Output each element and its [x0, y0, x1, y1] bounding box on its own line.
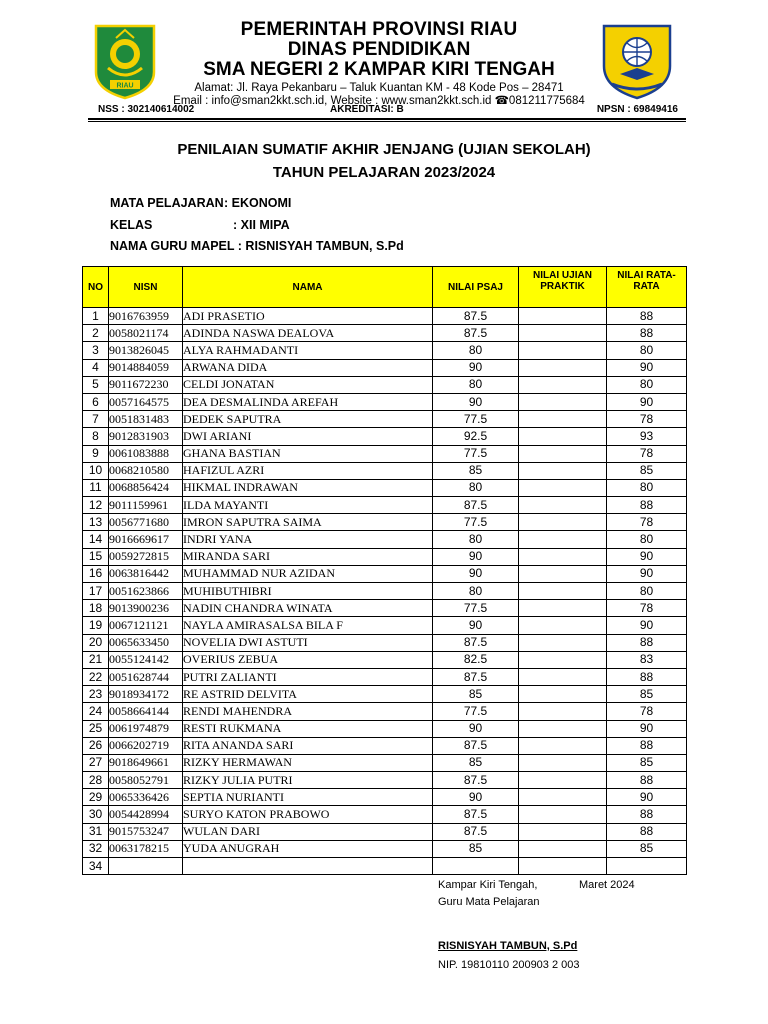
info-subject — [110, 196, 291, 210]
cell-praktik — [519, 428, 607, 445]
cell-no: 5 — [83, 376, 109, 393]
cell-psaj: 87.5 — [433, 308, 519, 325]
letterhead-department: DINAS PENDIDIKAN — [287, 39, 471, 60]
cell-nisn: 0065633450 — [109, 634, 183, 651]
cell-praktik — [519, 840, 607, 857]
cell-rata: 78 — [607, 514, 687, 531]
cell-nama: RITA ANANDA SARI — [183, 737, 433, 754]
table-row — [83, 806, 687, 823]
cell-nisn: 0056771680 — [109, 514, 183, 531]
cell-nama: SEPTIA NURIANTI — [183, 789, 433, 806]
cell-psaj: 87.5 — [433, 668, 519, 685]
table-row — [83, 376, 687, 393]
cell-praktik — [519, 376, 607, 393]
cell-praktik — [519, 600, 607, 617]
cell-nisn: 0067121121 — [109, 617, 183, 634]
cell-psaj: 80 — [433, 342, 519, 359]
cell-praktik — [519, 806, 607, 823]
letterhead-divider — [88, 118, 686, 120]
cell-psaj: 90 — [433, 548, 519, 565]
cell-no: 18 — [83, 600, 109, 617]
cell-psaj: 90 — [433, 617, 519, 634]
class-label: KELAS — [110, 218, 153, 232]
cell-psaj: 92.5 — [433, 428, 519, 445]
cell-praktik — [519, 445, 607, 462]
cell-rata: 80 — [607, 531, 687, 548]
cell-nisn: 9011672230 — [109, 376, 183, 393]
cell-nama: RIZKY HERMAWAN — [183, 754, 433, 771]
cell-rata: 90 — [607, 720, 687, 737]
cell-no: 23 — [83, 686, 109, 703]
cell-rata: 88 — [607, 308, 687, 325]
cell-praktik — [519, 720, 607, 737]
cell-no: 1 — [83, 308, 109, 325]
cell-rata: 88 — [607, 772, 687, 789]
cell-nisn: 9013826045 — [109, 342, 183, 359]
cell-rata: 88 — [607, 497, 687, 514]
cell-nama: RE ASTRID DELVITA — [183, 686, 433, 703]
cell-psaj: 85 — [433, 754, 519, 771]
header-nisn: NISN — [109, 267, 183, 308]
letterhead-province: PEMERINTAH PROVINSI RIAU — [240, 19, 518, 40]
cell-nama: CELDI JONATAN — [183, 376, 433, 393]
cell-psaj: 90 — [433, 565, 519, 582]
cell-no: 17 — [83, 583, 109, 600]
cell-nisn: 0058052791 — [109, 772, 183, 789]
cell-psaj: 85 — [433, 686, 519, 703]
cell-praktik — [519, 497, 607, 514]
cell-praktik — [519, 308, 607, 325]
cell-praktik — [519, 737, 607, 754]
school-logo-icon — [600, 22, 674, 100]
cell-nama: MUHIBUTHIBRI — [183, 583, 433, 600]
cell-no: 9 — [83, 445, 109, 462]
cell-nama: ADINDA NASWA DEALOVA — [183, 325, 433, 342]
cell-nama: ADI PRASETIO — [183, 308, 433, 325]
cell-nama: RESTI RUKMANA — [183, 720, 433, 737]
cell-nama: MUHAMMAD NUR AZIDAN — [183, 565, 433, 582]
cell-rata: 88 — [607, 806, 687, 823]
cell-nisn: 9018649661 — [109, 754, 183, 771]
letterhead-school: SMA NEGERI 2 KAMPAR KIRI TENGAH — [203, 59, 555, 80]
table-row — [83, 720, 687, 737]
cell-nisn: 9012831903 — [109, 428, 183, 445]
cell-nisn: 9014884059 — [109, 359, 183, 376]
cell-no: 25 — [83, 720, 109, 737]
header-psaj: NILAI PSAJ — [433, 267, 519, 308]
cell-rata: 90 — [607, 565, 687, 582]
cell-psaj: 77.5 — [433, 514, 519, 531]
cell-rata: 78 — [607, 411, 687, 428]
cell-rata: 85 — [607, 754, 687, 771]
cell-rata: 78 — [607, 445, 687, 462]
cell-nisn: 0051623866 — [109, 583, 183, 600]
table-row — [83, 411, 687, 428]
table-row — [83, 462, 687, 479]
cell-rata: 90 — [607, 359, 687, 376]
cell-praktik — [519, 634, 607, 651]
signature-nip: NIP. 19810110 200903 2 003 — [438, 959, 580, 971]
class-value: : XII MIPA — [233, 218, 290, 232]
cell-praktik — [519, 531, 607, 548]
table-row — [83, 858, 687, 875]
cell-rata: 85 — [607, 686, 687, 703]
cell-nisn: 9016669617 — [109, 531, 183, 548]
cell-nisn: 0068856424 — [109, 479, 183, 496]
cell-nama: NAYLA AMIRASALSA BILA F — [183, 617, 433, 634]
cell-nama: INDRI YANA — [183, 531, 433, 548]
cell-psaj: 85 — [433, 462, 519, 479]
cell-nisn: 0065336426 — [109, 789, 183, 806]
cell-praktik — [519, 823, 607, 840]
cell-nama: ILDA MAYANTI — [183, 497, 433, 514]
cell-rata — [607, 858, 687, 875]
table-row — [83, 565, 687, 582]
cell-praktik — [519, 393, 607, 410]
letterhead-text — [158, 20, 600, 108]
cell-psaj: 90 — [433, 359, 519, 376]
cell-nama: SURYO KATON PRABOWO — [183, 806, 433, 823]
cell-rata: 88 — [607, 634, 687, 651]
cell-nama: OVERIUS ZEBUA — [183, 651, 433, 668]
table-row — [83, 617, 687, 634]
cell-praktik — [519, 565, 607, 582]
letterhead-address: Alamat: Jl. Raya Pekanbaru – Taluk Kuantan KM - 48 Kode Pos – 28471 — [194, 82, 564, 94]
cell-praktik — [519, 754, 607, 771]
table-header-row — [83, 267, 687, 308]
cell-praktik — [519, 583, 607, 600]
cell-nisn: 0061083888 — [109, 445, 183, 462]
table-row — [83, 308, 687, 325]
cell-nisn: 9018934172 — [109, 686, 183, 703]
cell-nama: MIRANDA SARI — [183, 548, 433, 565]
cell-nama: HIKMAL INDRAWAN — [183, 479, 433, 496]
table-row — [83, 359, 687, 376]
cell-no: 3 — [83, 342, 109, 359]
cell-praktik — [519, 772, 607, 789]
cell-psaj: 87.5 — [433, 823, 519, 840]
table-row — [83, 531, 687, 548]
cell-no: 7 — [83, 411, 109, 428]
cell-no: 27 — [83, 754, 109, 771]
cell-no: 13 — [83, 514, 109, 531]
cell-psaj: 82.5 — [433, 651, 519, 668]
letterhead-footer — [94, 104, 684, 117]
cell-nama: DWI ARIANI — [183, 428, 433, 445]
cell-nama — [183, 858, 433, 875]
cell-nisn: 0068210580 — [109, 462, 183, 479]
info-class — [110, 218, 290, 232]
table-row — [83, 686, 687, 703]
cell-praktik — [519, 686, 607, 703]
cell-no: 14 — [83, 531, 109, 548]
cell-no: 11 — [83, 479, 109, 496]
cell-nisn: 9016763959 — [109, 308, 183, 325]
cell-praktik — [519, 411, 607, 428]
cell-psaj: 87.5 — [433, 772, 519, 789]
cell-praktik — [519, 617, 607, 634]
accreditation: AKREDITASI: B — [330, 104, 404, 115]
cell-rata: 90 — [607, 789, 687, 806]
cell-psaj: 87.5 — [433, 634, 519, 651]
cell-no: 34 — [83, 858, 109, 875]
document-title: PENILAIAN SUMATIF AKHIR JENJANG (UJIAN SEKOLAH) — [177, 141, 591, 158]
cell-praktik — [519, 703, 607, 720]
info-teacher — [110, 239, 404, 253]
cell-nama: PUTRI ZALIANTI — [183, 668, 433, 685]
cell-praktik — [519, 651, 607, 668]
cell-praktik — [519, 789, 607, 806]
header-rata: NILAI RATA-RATA — [607, 267, 687, 308]
cell-rata: 88 — [607, 823, 687, 840]
cell-psaj: 90 — [433, 393, 519, 410]
cell-nama: RENDI MAHENDRA — [183, 703, 433, 720]
cell-rata: 80 — [607, 479, 687, 496]
cell-praktik — [519, 342, 607, 359]
signature-name: RISNISYAH TAMBUN, S.Pd — [438, 940, 578, 952]
cell-nisn: 0058021174 — [109, 325, 183, 342]
cell-no: 8 — [83, 428, 109, 445]
table-row — [83, 325, 687, 342]
cell-no: 12 — [83, 497, 109, 514]
cell-nama: DEA DESMALINDA AREFAH — [183, 393, 433, 410]
cell-nama: GHANA BASTIAN — [183, 445, 433, 462]
teacher-label: NAMA GURU MAPEL — [110, 239, 235, 253]
nss-number: NSS : 302140614002 — [98, 104, 195, 115]
cell-nisn: 0051831483 — [109, 411, 183, 428]
cell-no: 29 — [83, 789, 109, 806]
cell-rata: 90 — [607, 617, 687, 634]
cell-no: 20 — [83, 634, 109, 651]
cell-rata: 83 — [607, 651, 687, 668]
cell-psaj: 80 — [433, 531, 519, 548]
letterhead-contact: Email : info@sman2kkt.sch.id, Website : www.sman2kkt.sch.id ☎081211775684 — [173, 95, 585, 107]
cell-nisn: 0063178215 — [109, 840, 183, 857]
cell-no: 26 — [83, 737, 109, 754]
cell-no: 2 — [83, 325, 109, 342]
header-no: NO — [83, 267, 109, 308]
cell-praktik — [519, 858, 607, 875]
cell-nama: NADIN CHANDRA WINATA — [183, 600, 433, 617]
table-row — [83, 342, 687, 359]
cell-praktik — [519, 359, 607, 376]
cell-rata: 80 — [607, 342, 687, 359]
cell-praktik — [519, 668, 607, 685]
cell-no: 32 — [83, 840, 109, 857]
riau-logo-text: RIAU — [116, 82, 134, 90]
table-row — [83, 514, 687, 531]
cell-rata: 93 — [607, 428, 687, 445]
cell-praktik — [519, 548, 607, 565]
table-row — [83, 772, 687, 789]
cell-nama: IMRON SAPUTRA SAIMA — [183, 514, 433, 531]
cell-no: 30 — [83, 806, 109, 823]
cell-nisn: 0054428994 — [109, 806, 183, 823]
table-row — [83, 497, 687, 514]
cell-psaj: 80 — [433, 583, 519, 600]
table-body — [83, 308, 687, 875]
table-row — [83, 445, 687, 462]
cell-psaj: 77.5 — [433, 445, 519, 462]
cell-no: 31 — [83, 823, 109, 840]
cell-psaj — [433, 858, 519, 875]
grades-table — [82, 266, 687, 875]
cell-psaj: 87.5 — [433, 806, 519, 823]
cell-no: 21 — [83, 651, 109, 668]
cell-psaj: 90 — [433, 789, 519, 806]
cell-nama: NOVELIA DWI ASTUTI — [183, 634, 433, 651]
table-row — [83, 823, 687, 840]
cell-rata: 80 — [607, 376, 687, 393]
cell-rata: 90 — [607, 548, 687, 565]
cell-no: 19 — [83, 617, 109, 634]
cell-psaj: 80 — [433, 479, 519, 496]
subject-value: : EKONOMI — [224, 196, 292, 210]
cell-nisn: 9015753247 — [109, 823, 183, 840]
cell-psaj: 85 — [433, 840, 519, 857]
cell-nisn: 9011159961 — [109, 497, 183, 514]
cell-no: 4 — [83, 359, 109, 376]
npsn-number: NPSN : 69849416 — [596, 104, 678, 115]
cell-nisn: 0057164575 — [109, 393, 183, 410]
cell-rata: 88 — [607, 325, 687, 342]
cell-no: 22 — [83, 668, 109, 685]
cell-psaj: 87.5 — [433, 737, 519, 754]
cell-psaj: 77.5 — [433, 600, 519, 617]
header-praktik: NILAI UJIAN PRAKTIK — [519, 267, 607, 308]
table-row — [83, 754, 687, 771]
cell-nama: HAFIZUL AZRI — [183, 462, 433, 479]
cell-psaj: 87.5 — [433, 325, 519, 342]
cell-nama: WULAN DARI — [183, 823, 433, 840]
table-row — [83, 634, 687, 651]
subject-label: MATA PELAJARAN — [110, 196, 224, 210]
table-row — [83, 840, 687, 857]
cell-psaj: 87.5 — [433, 497, 519, 514]
teacher-value: : RISNISYAH TAMBUN, S.Pd — [237, 239, 404, 253]
cell-nisn — [109, 858, 183, 875]
signature-place: Kampar Kiri Tengah, — [438, 879, 538, 891]
cell-rata: 85 — [607, 840, 687, 857]
cell-nisn: 0063816442 — [109, 565, 183, 582]
table-row — [83, 651, 687, 668]
table-row — [83, 668, 687, 685]
cell-nisn: 0059272815 — [109, 548, 183, 565]
cell-no: 6 — [83, 393, 109, 410]
cell-rata: 90 — [607, 393, 687, 410]
cell-no: 10 — [83, 462, 109, 479]
cell-praktik — [519, 514, 607, 531]
signature-date: Maret 2024 — [579, 879, 635, 891]
cell-nisn: 0055124142 — [109, 651, 183, 668]
cell-nisn: 0066202719 — [109, 737, 183, 754]
table-row — [83, 789, 687, 806]
table-row — [83, 703, 687, 720]
cell-nisn: 0051628744 — [109, 668, 183, 685]
header-nama: NAMA — [183, 267, 433, 308]
table-row — [83, 737, 687, 754]
cell-nisn: 0061974879 — [109, 720, 183, 737]
cell-no: 28 — [83, 772, 109, 789]
cell-psaj: 77.5 — [433, 411, 519, 428]
riau-province-logo-icon — [94, 24, 156, 100]
table-row — [83, 393, 687, 410]
cell-nama: DEDEK SAPUTRA — [183, 411, 433, 428]
cell-no: 15 — [83, 548, 109, 565]
cell-rata: 78 — [607, 703, 687, 720]
cell-praktik — [519, 325, 607, 342]
cell-rata: 85 — [607, 462, 687, 479]
cell-no: 24 — [83, 703, 109, 720]
table-row — [83, 479, 687, 496]
cell-psaj: 77.5 — [433, 703, 519, 720]
table-row — [83, 428, 687, 445]
table-row — [83, 600, 687, 617]
cell-nama: YUDA ANUGRAH — [183, 840, 433, 857]
document-subtitle: TAHUN PELAJARAN 2023/2024 — [272, 164, 496, 181]
table-row — [83, 583, 687, 600]
cell-nisn: 9013900236 — [109, 600, 183, 617]
cell-psaj: 80 — [433, 376, 519, 393]
cell-nisn: 0058664144 — [109, 703, 183, 720]
table-row — [83, 548, 687, 565]
cell-rata: 80 — [607, 583, 687, 600]
cell-nama: ALYA RAHMADANTI — [183, 342, 433, 359]
cell-rata: 88 — [607, 668, 687, 685]
letterhead-divider-thin — [88, 121, 686, 122]
cell-psaj: 90 — [433, 720, 519, 737]
cell-rata: 78 — [607, 600, 687, 617]
cell-praktik — [519, 462, 607, 479]
cell-praktik — [519, 479, 607, 496]
signature-role: Guru Mata Pelajaran — [438, 896, 540, 908]
cell-rata: 88 — [607, 737, 687, 754]
cell-nama: ARWANA DIDA — [183, 359, 433, 376]
letterhead — [88, 14, 684, 120]
cell-no: 16 — [83, 565, 109, 582]
cell-nama: RIZKY JULIA PUTRI — [183, 772, 433, 789]
